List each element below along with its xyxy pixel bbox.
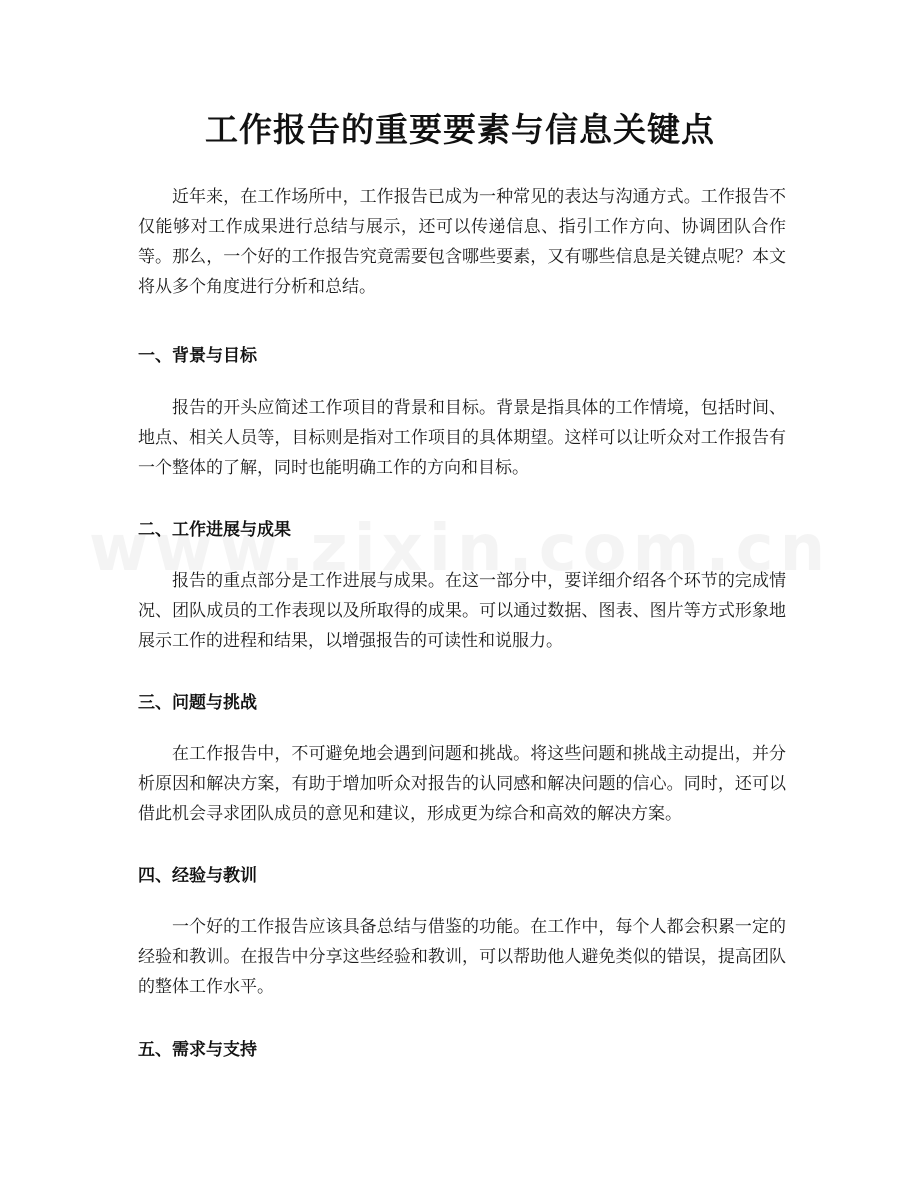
intro-paragraph: 近年来，在工作场所中，工作报告已成为一种常见的表达与沟通方式。工作报告不仅能够对工作成果进行总结与展示，还可以传递信息、指引工作方向、协调团队合作等。那么，一个好的工作报告究竟需要包含哪些要素，又有哪些信息是关键点呢？本文将从多个角度进行分析和总结。 [138, 187, 786, 297]
section-body-lessons: 一个好的工作报告应该具备总结与借鉴的功能。在工作中，每个人都会积累一定的经验和教训。在报告中分享这些经验和教训，可以帮助他人避免类似的错误，提高团队的整体工作水平。 [138, 917, 786, 997]
section-body-problems: 在工作报告中，不可避免地会遇到问题和挑战。将这些问题和挑战主动提出，并分析原因和解决方案，有助于增加听众对报告的认同感和解决问题的信心。同时，还可以借此机会寻求团队成员的意见和建议，形成更为综合和高效的解决方案。 [138, 744, 786, 824]
document-title: 工作报告的重要要素与信息关键点 [205, 110, 715, 149]
section-body-progress: 报告的重点部分是工作进展与成果。在这一部分中，要详细介绍各个环节的完成情况、团队成员的工作表现以及所取得的成果。可以通过数据、图表、图片等方式形象地展示工作的进程和结果，以增强报告的可读性和说服力。 [138, 571, 786, 651]
section-heading-background: 一、背景与目标 [138, 346, 257, 366]
section-heading-support: 五、需求与支持 [138, 1040, 257, 1060]
section-body-background: 报告的开头应简述工作项目的背景和目标。背景是指具体的工作情境，包括时间、地点、相关人员等，目标则是指对工作项目的具体期望。这样可以让听众对工作报告有一个整体的了解，同时也能明确工作的方向和目标。 [138, 398, 786, 478]
section-heading-progress: 二、工作进展与成果 [138, 520, 291, 540]
section-heading-lessons: 四、经验与教训 [138, 866, 257, 886]
section-heading-problems: 三、问题与挑战 [138, 693, 257, 713]
